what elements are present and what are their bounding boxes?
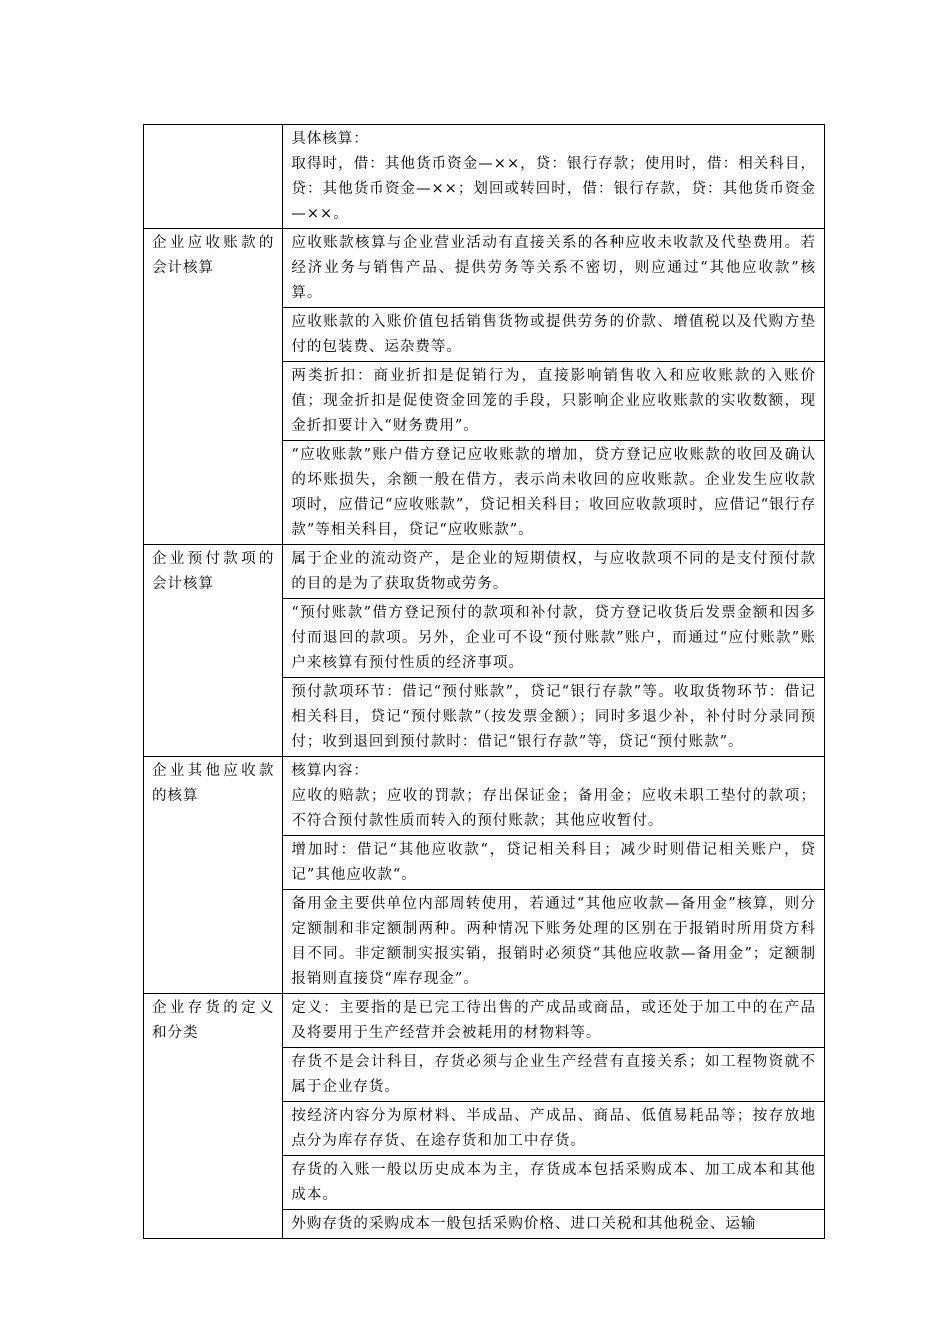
table-body <box>144 125 825 1239</box>
detail-cell <box>283 757 825 836</box>
topic-cell: 企业应收账款的会计核算 <box>144 229 283 545</box>
detail-paragraph: 存货的入账一般以历史成本为主，存货成本包括采购成本、加工成本和其他成本。 <box>291 1162 816 1203</box>
detail-cell <box>283 994 825 1048</box>
table-row <box>144 994 825 1048</box>
detail-paragraph: 预付款项环节：借记“预付账款”，贷记“银行存款”等。收取货物环节：借记相关科目，贷记“预付账款”（按发票金额）；同时多退少补，补付时分录同预付；收到退回到预付款时：借记“银行存款”等，贷记“预付账款”。 <box>291 684 816 750</box>
detail-cell <box>283 1210 825 1239</box>
detail-paragraph: 增加时：借记“其他应收款“，贷记相关科目；减少时则借记相关账户，贷记”其他应收款“。 <box>291 842 816 883</box>
detail-paragraph: 具体核算： <box>291 131 369 147</box>
accounting-notes-table <box>143 124 825 1239</box>
detail-cell <box>283 441 825 545</box>
detail-paragraph: 两类折扣：商业折扣是促销行为，直接影响销售收入和应收账款的入账价值；现金折扣是促使资金回笼的手段，只影响企业应收账款的实收数额，现金折扣要计入“财务费用”。 <box>291 368 816 434</box>
topic-cell <box>144 125 283 229</box>
detail-paragraph: “应收账款”账户借方登记应收账款的增加，贷方登记应收账款的收回及确认的坏账损失，余额一般在借方，表示尚未收回的应收账款。企业发生应收款项时，应借记“应收账款”，贷记相关科目；收回应收款项时，应借记“银行存款”等相关科目，贷记“应收账款”。 <box>291 447 816 538</box>
detail-cell <box>283 1102 825 1156</box>
detail-cell <box>283 599 825 678</box>
detail-cell <box>283 890 825 994</box>
detail-cell <box>283 125 825 229</box>
detail-paragraph: 外购存货的采购成本一般包括采购价格、进口关税和其他税金、运输 <box>291 1216 757 1232</box>
detail-cell <box>283 1156 825 1210</box>
detail-paragraph: “预付账款”借方登记预付的款项和补付款，贷方登记收货后发票金额和因多付而退回的款项。另外，企业可不设“预付账款”账户，而通过“应付账款”账户来核算有预付性质的经济事项。 <box>291 605 816 671</box>
table-row <box>144 757 825 836</box>
detail-cell <box>283 308 825 362</box>
detail-paragraph: 核算内容： <box>291 763 369 779</box>
detail-paragraph: 备用金主要供单位内部周转使用，若通过“其他应收款—备用金”核算，则分定额制和非定额制两种。两种情况下账务处理的区别在于报销时所用贷方科目不同。非定额制实报实销，报销时必须贷“其他应收款—备用金”；定额制报销则直接贷“库存现金”。 <box>291 896 816 987</box>
topic-cell: 企业预付款项的会计核算 <box>144 545 283 757</box>
detail-paragraph: 定义：主要指的是已完工待出售的产成品或商品，或还处于加工中的在产品及将要用于生产经营并会被耗用的材物料等。 <box>291 1000 816 1041</box>
table-row <box>144 229 825 308</box>
detail-paragraph: 应收账款核算与企业营业活动有直接关系的各种应收未收款及代垫费用。若经济业务与销售产品、提供劳务等关系不密切，则应通过“其他应收款”核算。 <box>291 235 816 301</box>
detail-cell <box>283 836 825 890</box>
detail-paragraph: 存货不是会计科目，存货必须与企业生产经营有直接关系；如工程物资就不属于企业存货。 <box>291 1054 816 1095</box>
detail-cell <box>283 545 825 599</box>
detail-paragraph: 属于企业的流动资产，是企业的短期债权，与应收款项不同的是支付预付款的目的是为了获取货物或劳务。 <box>291 551 816 592</box>
detail-paragraph: 按经济内容分为原材料、半成品、产成品、商品、低值易耗品等；按存放地点分为库存存货、在途存货和加工中存货。 <box>291 1108 816 1149</box>
detail-paragraph: 取得时，借：其他货币资金—××，贷：银行存款；使用时，借：相关科目，贷：其他货币资金—××；划回或转回时，借：银行存款，贷：其他货币资金—××。 <box>291 156 816 222</box>
table-row <box>144 125 825 229</box>
detail-paragraph: 应收账款的入账价值包括销售货物或提供劳务的价款、增值税以及代购方垫付的包装费、运杂费等。 <box>291 314 816 355</box>
detail-cell <box>283 678 825 757</box>
topic-cell: 企业其他应收款的核算 <box>144 757 283 994</box>
detail-paragraph: 应收的赔款；应收的罚款；存出保证金；备用金；应收未职工垫付的款项；不符合预付款性质而转入的预付账款；其他应收暂付。 <box>291 788 816 829</box>
detail-cell <box>283 362 825 441</box>
topic-cell: 企业存货的定义和分类 <box>144 994 283 1239</box>
detail-cell <box>283 229 825 308</box>
detail-cell <box>283 1048 825 1102</box>
table-row <box>144 545 825 599</box>
